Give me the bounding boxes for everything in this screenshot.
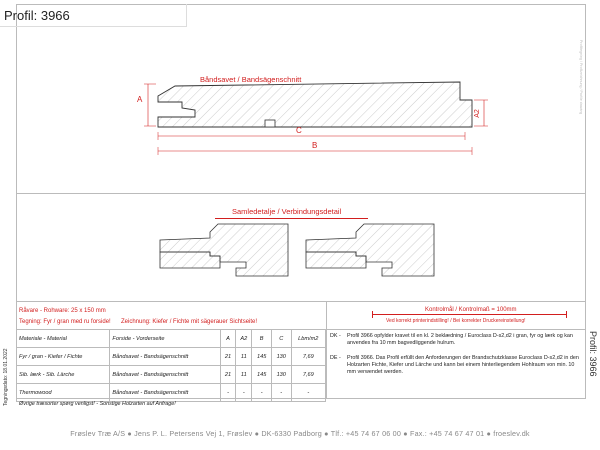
table-cell: 11 xyxy=(236,348,252,366)
table-cell: 11 xyxy=(236,366,252,384)
profile-board-shape xyxy=(158,82,472,127)
table-header: Lbm/m2 xyxy=(291,330,325,348)
table-cell: Fyr / gran - Kiefer / Fichte xyxy=(17,348,110,366)
dk-description: Profil 3966 opfylder kravet til en kl. 2 beklædning / Euroclass D-s2,d2 i gran, fyr og lærk og kan anvendes fra 10 mm bagvedliggende hulrum. xyxy=(347,333,573,346)
dimension-a2-label: A2 xyxy=(473,109,481,118)
detail-title-underline xyxy=(215,218,368,219)
table-cell: 7,69 xyxy=(291,366,325,384)
joint-detail-right xyxy=(306,224,434,276)
table-cell: - xyxy=(236,384,252,402)
spec-table xyxy=(16,329,326,402)
table-header: A xyxy=(220,330,235,348)
table-cell: 145 xyxy=(252,366,272,384)
table-header: B xyxy=(252,330,272,348)
table-cell: Båndsavet - Bandsägenschnitt xyxy=(110,366,220,384)
table-cell: 130 xyxy=(271,348,291,366)
cut-label: Båndsavet / Bandsägenschnitt xyxy=(200,75,302,84)
table-cell: 21 xyxy=(220,366,235,384)
table-row xyxy=(17,366,326,384)
table-cell: Sib. lærk - Sib. Lärche xyxy=(17,366,110,384)
table-header-row xyxy=(17,330,326,348)
table-cell: Båndsavet - Bandsägenschnitt xyxy=(110,384,220,402)
table-header: C xyxy=(271,330,291,348)
table-footnote: Øvrige træsorter spørg venligst! - Sonstige Holzarten auf Anfrage! xyxy=(19,401,176,407)
raw-material-note: Råvare - Rohware: 25 x 150 mm xyxy=(19,308,106,314)
dimension-b-label: B xyxy=(312,141,318,150)
drawing-note-dk: Tegning: Fyr / gran med ru forside! xyxy=(19,319,111,325)
column-divider xyxy=(326,301,327,399)
table-cell: - xyxy=(291,384,325,402)
table-cell: 21 xyxy=(220,348,235,366)
dimension-a-label: A xyxy=(137,95,143,104)
footer-address: Frøslev Træ A/S ● Jens P. L. Petersens Vej 1, Frøslev ● DK-6330 Padborg ● Tlf.: +45 74 67 06 00 ● Fax.: +45 74 67 47 01 ● froeslev.dk xyxy=(70,429,530,438)
drawing-date: Tegningsdato: 18.01.2022 xyxy=(3,348,9,406)
table-cell: Thermowood xyxy=(17,384,110,402)
joint-detail-left xyxy=(160,224,288,276)
section-divider xyxy=(16,193,586,194)
table-header: Forside - Vorderseite xyxy=(110,330,220,348)
control-measure-label: Kontrolmål / Kontrolmaß = 100mm xyxy=(425,307,517,313)
de-label: DE - xyxy=(330,355,341,361)
table-cell: - xyxy=(220,384,235,402)
dimension-c-label: C xyxy=(296,126,302,135)
table-header: A2 xyxy=(236,330,252,348)
table-cell: - xyxy=(271,384,291,402)
detail-title: Samledetalje / Verbindungsdetail xyxy=(232,207,342,216)
table-row xyxy=(17,348,326,366)
table-cell: - xyxy=(252,384,272,402)
dk-label: DK - xyxy=(330,333,341,339)
table-cell: 130 xyxy=(271,366,291,384)
joint-detail-drawing xyxy=(158,222,438,284)
control-measure-line xyxy=(372,314,567,315)
page-title: Profil: 3966 xyxy=(4,8,70,23)
table-header: Materiale - Material xyxy=(17,330,110,348)
side-profile-title: Profil: 3966 xyxy=(588,331,598,377)
control-measure-note: Ved korrekt printerindstilling! / Bei korrekter Druckereinstellung! xyxy=(386,318,526,324)
section-divider xyxy=(16,301,586,302)
table-cell: 7,69 xyxy=(291,348,325,366)
table-cell: Båndsavet - Bandsägenschnitt xyxy=(110,348,220,366)
right-vertical-caption: Profiltegning / Profilzeichnung / Profile drawing xyxy=(579,40,583,115)
drawing-note-de: Zeichnung: Kiefer / Fichte mit sägerauer Sichtseite! xyxy=(121,319,258,325)
table-cell: 145 xyxy=(252,348,272,366)
de-description: Profil 3966. Das Profil erfüllt den Anforderungen der Brandschutzklasse Euroclass D-s2,d2 in den Holzarten Fichte, Kiefer und Lärche und kann bei einem hinterliegendem Hohlraum von min. 10 mm verwendet werden. xyxy=(347,355,579,375)
table-row xyxy=(17,384,326,402)
